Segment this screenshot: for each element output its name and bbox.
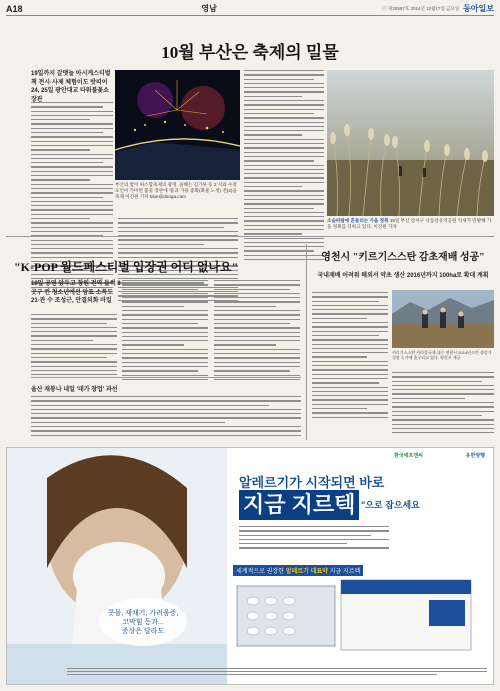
reeds-photo <box>327 70 494 216</box>
ad-body-text <box>239 526 389 549</box>
symptom-line-1: 콧물, 재채기, 가려움증, <box>107 609 179 617</box>
story2-headline: "K-POP 월드페스티벌 입장권 어디 없나요" <box>14 260 239 274</box>
pill-title-post: 지금 지르텍 <box>329 569 361 575</box>
ad-slogan: "으로 잡으세요 <box>361 500 420 510</box>
issue-info: ⓒ 제28587호 2014년 12월17일 금요일 <box>382 5 460 11</box>
festival-photo-caption: 부산의 밤이 따스함축제의 광경. 올해는 김가루 등 2 지와 수정포인이 가미면 불꽃 장관에 '불과 가용 좋화(화물 노정) 전(2)을 축제 이진원 기자 blue@donga.com <box>115 182 237 199</box>
section-title: 영남 <box>201 4 217 13</box>
story3-headline: 영천시 "키르기스스탄 감초재배 성공" <box>321 252 485 263</box>
story2-body-col2 <box>122 280 208 380</box>
symptom-line-2: 코막힘 등과... <box>122 618 164 626</box>
festival-photo <box>115 70 240 180</box>
story2-body-col1 <box>31 314 117 375</box>
newspaper-brand: 동아일보 <box>463 4 494 13</box>
ad-product-name <box>239 490 359 520</box>
ad-product-text: 지금 지르텍 <box>243 492 356 517</box>
sponsor-logo-1: 한국에프앤씨 <box>394 453 423 459</box>
story3-body-col2 <box>392 372 494 433</box>
advertisement[interactable] <box>6 447 494 685</box>
pill-title-pre: 세계적으로 권장한 <box>236 569 285 575</box>
farm-photo-caption: 키르기스스탄 카라콜국제 대수 연천시 2014년스턴 생장가 성장 농가에 흙구리고 있다. 영천시 제공 <box>392 350 492 360</box>
reeds-photo-caption <box>327 218 494 230</box>
symptom-bubble <box>99 598 187 646</box>
ad-pill-title <box>233 565 363 576</box>
ad-fine-print <box>67 668 487 675</box>
symptom-line-3: 증상은 달라도 <box>121 627 165 635</box>
divider-1 <box>6 236 494 237</box>
story2-body-col3 <box>214 280 300 380</box>
story1-kicker: 19일까지 갈맷놀 아시게스티벌 책 전시·사제 체험이도 밧띠어 24, 25일 광안대교 타워불꽃쇼 장관 <box>31 71 111 103</box>
reeds-caption-detail: 15일 부산 강서구 낙동강유역공원 억새가 만발해 가을 정취를 더하고 있다. 이진원 기자 <box>327 218 492 229</box>
story2-subhead: 올산 재봉나 내일 '대가 창업' 과선 <box>31 387 118 393</box>
story2-kicker: 19일 공연 앞두고 창원 전역 들썩 8 곳구 컨 청소년에선 암표 소폭도 21·관 수 조성근, 안결외화 마일 <box>31 281 121 304</box>
story2-sub-body <box>31 396 301 436</box>
story3-kicker: 국내재배 어려워 해외서 약초 생산 2016년까지 100ha로 확대 계획 <box>317 273 489 279</box>
story1-body-col3 <box>244 70 324 260</box>
story1-headline: 10월 부산은 축제의 밀물 <box>161 43 339 62</box>
ad-tagline: 알레르기가 시작되면 바로 <box>239 475 385 490</box>
story3-body-col1 <box>312 292 388 418</box>
divider-2 <box>31 377 301 378</box>
reeds-caption-title: 소슬바람에 흔들리는 가을 정취 <box>327 218 389 223</box>
column-divider <box>306 244 307 440</box>
pill-title-highlight: 알레르기 대표약 <box>285 569 328 575</box>
sneezing-woman-illustration <box>7 448 227 684</box>
page-number: A18 <box>6 3 23 14</box>
farm-photo <box>392 290 494 348</box>
page-header <box>6 2 494 16</box>
sponsor-logo-2: 유한양행 <box>465 453 485 459</box>
product-box-image <box>233 576 483 666</box>
